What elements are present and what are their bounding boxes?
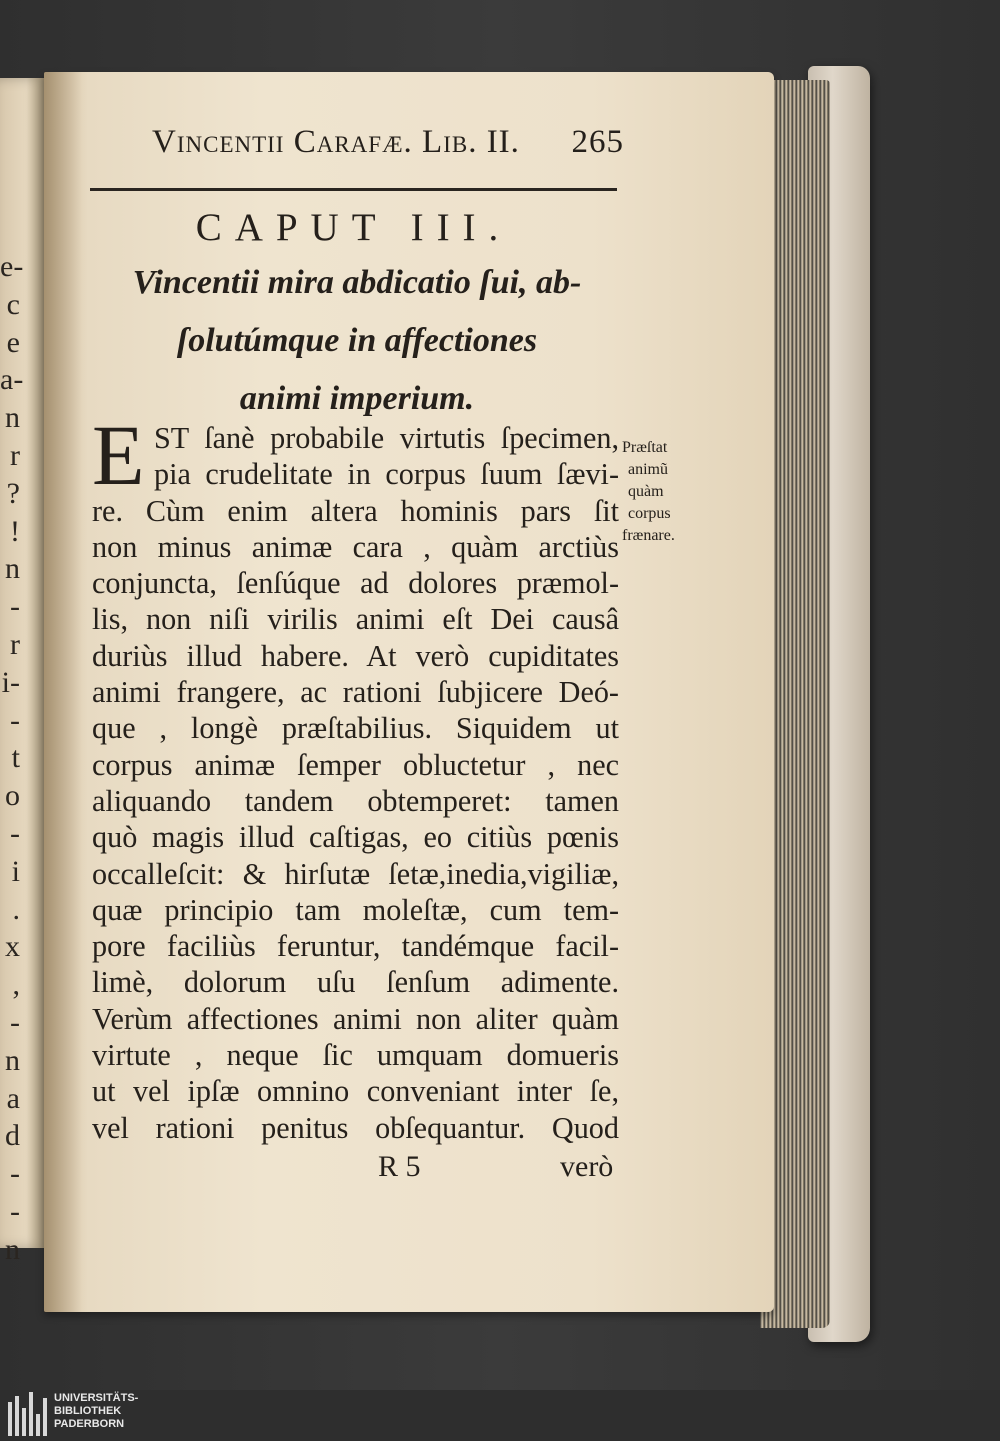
left-page-fragment: n (5, 401, 20, 435)
library-name-line: BIBLIOTHEK (54, 1405, 122, 1417)
heading-line: Vincentii mira abdicatio ſui, ab- (132, 264, 582, 301)
body-line: animi frangere, ac rationi ſubjicere Deó- (92, 675, 619, 710)
body-text (92, 407, 619, 1146)
body-line: re. Cùm enim altera hominis pars ſit (92, 493, 619, 528)
margin-note-line: quàm (628, 483, 664, 500)
left-page-fragment: . (12, 892, 20, 926)
left-page-fragment: c (6, 287, 20, 321)
left-page-fragment: i- (1, 665, 20, 699)
body-line: quò magis illud caſtigas, eo citiùs pœnis (92, 820, 619, 855)
left-page-fragment: r (10, 438, 20, 472)
body-line: vel rationi penitus obſequantur. Quod (92, 1110, 619, 1145)
body-line: pore faciliùs feruntur, tandémque facil- (92, 929, 619, 964)
left-page-fragment: - (10, 1005, 20, 1039)
library-name-line: PADERBORN (54, 1418, 125, 1430)
left-page-fragment: n (5, 1232, 20, 1266)
header-rule (90, 188, 617, 191)
drop-cap: E (92, 407, 145, 503)
library-logo-icon (8, 1392, 50, 1436)
body-line: Verùm affectiones animi non aliter quàm (92, 1001, 619, 1036)
left-page-fragment: a- (0, 363, 24, 397)
left-page-fragment: i (11, 854, 20, 888)
page-number: 265 (571, 124, 624, 160)
body-line: occalleſcit: & hirſutæ ſetæ,inedia,vigiliæ, (92, 856, 619, 891)
left-page-fragment: - (10, 1194, 20, 1228)
left-page-fragment: - (10, 816, 20, 850)
body-line: ut vel ipſæ omnino conveniant inter ſe, (92, 1074, 619, 1109)
left-page-fragment: ? (6, 476, 20, 510)
left-page-fragment: n (5, 1043, 20, 1077)
signature-mark: R 5 (378, 1150, 421, 1183)
left-page-fragment: x (5, 930, 20, 964)
margin-note-line: animũ (628, 461, 668, 478)
margin-note (622, 437, 702, 547)
body-line: limè, dolorum uſu ſenſum adimente. (92, 965, 619, 1000)
body-line: duriùs illud habere. At verò cupiditates (92, 638, 619, 673)
body-line: corpus animæ ſemper obluctetur , nec (92, 747, 619, 782)
body-line: virtute , neque ſic umquam domueris (92, 1038, 619, 1073)
left-page-fragment: ! (10, 514, 20, 548)
heading-line: animi imperium. (239, 380, 475, 417)
heading-line: ſolutúmque in affectiones (176, 322, 538, 359)
body-line: aliquando tandem obtemperet: tamen (92, 783, 619, 818)
left-page-fragment: o (5, 779, 20, 813)
running-head (152, 124, 622, 168)
left-page-fragment: - (10, 1157, 20, 1191)
left-page-fragment: e- (0, 250, 24, 283)
left-page-fragment: a (6, 1081, 20, 1115)
left-page-fragment: d (5, 1119, 20, 1153)
body-line: lis, non niſi virilis animi eſt Dei causâ (92, 602, 619, 637)
body-line: pia crudelitate in corpus ſuum ſævi- (154, 457, 619, 492)
body-line: ST ſanè probabile virtutis ſpecimen, (154, 421, 619, 455)
body-line: quæ principio tam moleſtæ, cum tem- (92, 892, 619, 927)
library-name (54, 1392, 138, 1431)
left-page-fragment: e (6, 325, 20, 359)
left-page-fragment: - (10, 703, 20, 737)
library-name-line: UNIVERSITÄTS- (54, 1392, 139, 1404)
left-page-fragment: r (10, 627, 20, 661)
left-page-fragment: - (10, 590, 20, 624)
left-page-fragment: t (11, 741, 20, 775)
margin-note-line: frænare. (622, 527, 675, 544)
body-line: non minus animæ cara , quàm arctiùs (92, 529, 619, 564)
running-head-title: Vincentii Carafæ. Lib. II. (152, 124, 520, 160)
chapter-title: CAPUT III. (195, 206, 512, 249)
catchword: verò (560, 1150, 614, 1183)
margin-note-line: Præſtat (622, 439, 668, 456)
left-page-fragment: , (12, 968, 20, 1002)
body-line: que , longè præſtabilius. Siquidem ut (92, 711, 619, 746)
margin-note-line: corpus (628, 505, 671, 522)
body-line: conjuncta, ſenſúque ad dolores præmol- (92, 566, 619, 601)
chapter-heading (92, 254, 622, 428)
left-page-fragment: n (5, 552, 20, 586)
library-footer-bar (0, 1390, 1000, 1441)
